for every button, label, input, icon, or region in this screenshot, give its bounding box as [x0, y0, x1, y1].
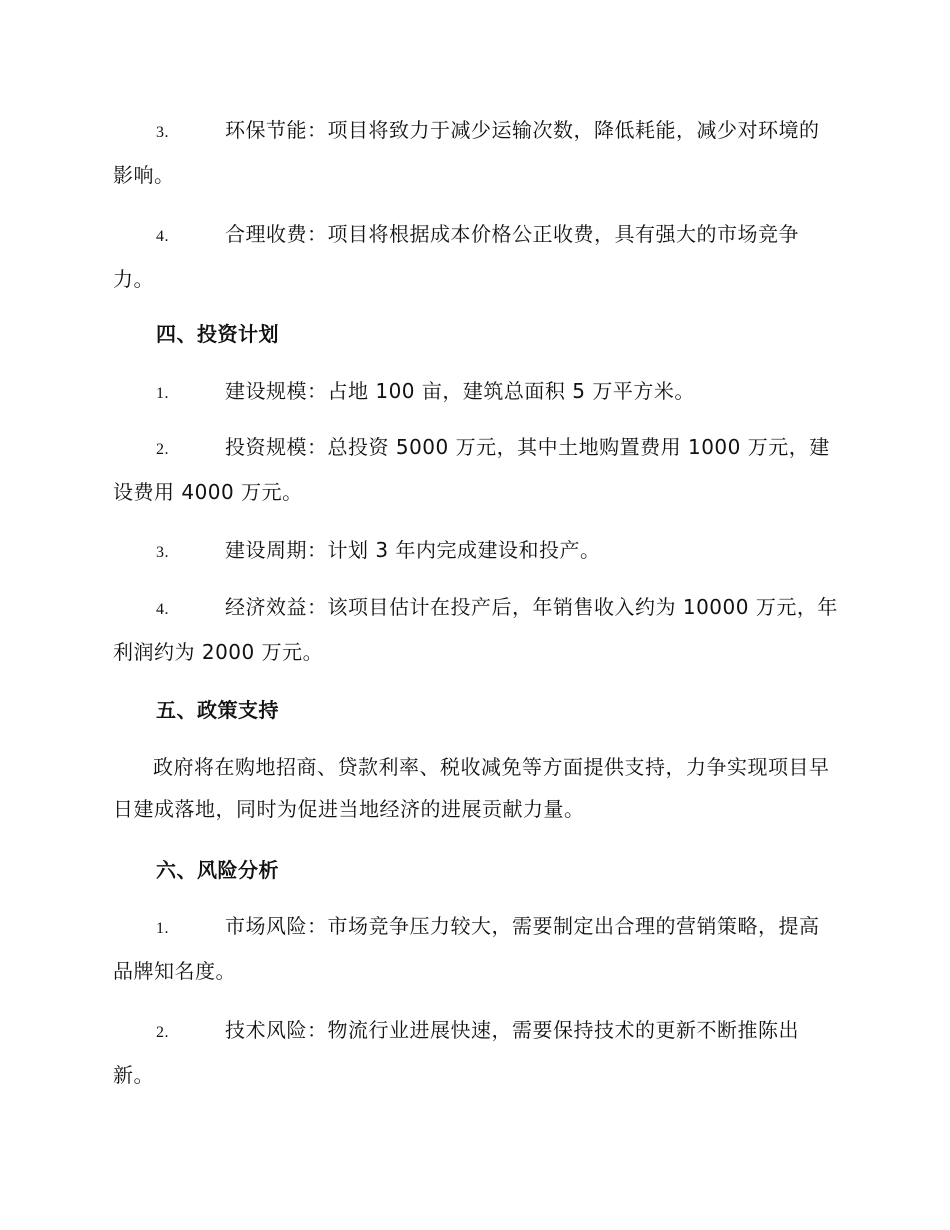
- item-number: 4.: [156, 228, 169, 245]
- item-number: 2.: [156, 441, 169, 458]
- item-number: 2.: [156, 1024, 169, 1041]
- item-text: 环保节能：项目将致力于减少运输次数，降低耗能，减少对环境的影响。: [113, 118, 820, 187]
- item-text: 经济效益：该项目估计在投产后，年销售收入约为 10000 万元，年利润约为 2000 万元。: [113, 595, 838, 664]
- list-item: [113, 213, 839, 300]
- item-text: 投资规模：总投资 5000 万元，其中土地购置费用 1000 万元，建设费用 4000 万元。: [113, 435, 830, 504]
- list-item: [113, 586, 839, 673]
- section-heading: 六、风险分析: [156, 858, 279, 882]
- section-heading: 四、投资计划: [156, 322, 279, 346]
- item-number: 1.: [156, 385, 169, 402]
- list-item: [113, 370, 839, 415]
- item-number: 1.: [156, 920, 169, 937]
- item-number: 3.: [156, 544, 169, 561]
- list-item: [113, 1009, 839, 1096]
- list-item: [113, 109, 839, 196]
- item-text: 技术风险：物流行业进展快速，需要保持技术的更新不断推陈出新。: [113, 1018, 799, 1087]
- item-text: 合理收费：项目将根据成本价格公正收费，具有强大的市场竞争力。: [113, 222, 799, 291]
- list-item: [113, 529, 839, 574]
- list-item: [113, 905, 839, 992]
- section-heading: 五、政策支持: [156, 698, 279, 722]
- item-text: 建设规模：占地 100 亩，建筑总面积 5 万平方米。: [225, 379, 695, 403]
- list-item: [113, 426, 839, 513]
- item-number: 4.: [156, 601, 169, 618]
- paragraph: 政府将在购地招商、贷款利率、税收减免等方面提供支持，力争实现项目早日建成落地，同时为促进当地经济的进展贡献力量。: [113, 755, 830, 821]
- item-text: 市场风险：市场竞争压力较大，需要制定出合理的营销策略，提高品牌知名度。: [113, 914, 820, 983]
- item-text: 建设周期：计划 3 年内完成建设和投产。: [225, 538, 601, 562]
- item-number: 3.: [156, 124, 169, 141]
